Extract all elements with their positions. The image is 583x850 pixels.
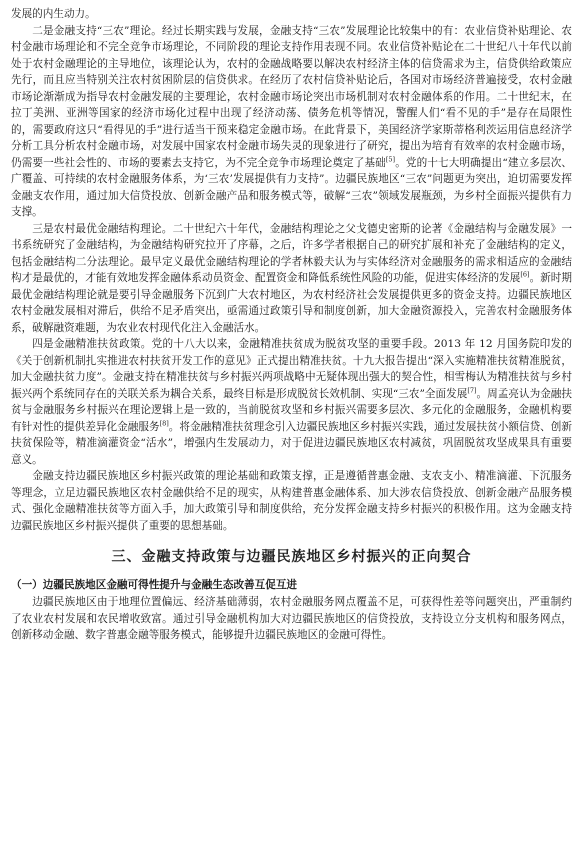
- paragraph-text: 。新时期最优金融结构理论就是要引导金融服务下沉到广大农村地区，为农村经济社会发展提供更多的资金支持。边疆民族地区农村金融发展相对滞后，供给不足矛盾突出，亟需通过政策引导和制度创新，加大金融资源投入，完善农村金融服务体系，破解融资难题，为农业农村现代化注入金融活水。: [11, 272, 573, 334]
- citation-ref: [7]: [467, 385, 477, 394]
- section-heading: 三、金融支持政策与边疆民族地区乡村振兴的正向契合: [111, 549, 472, 565]
- paragraph-financial-structure-theory: [11, 221, 572, 337]
- paragraph-sannong-theory: [11, 23, 572, 221]
- paragraph-text: 。将金融精准扶贫理念引入边疆民族地区乡村振兴实践，通过发展扶贫小额信贷、创新扶贫保险等，精准滴灌资金“活水”，增强内生发展动力，对于促进边疆民族地区农村减贫，巩固脱贫攻坚成果具有重要意义。: [11, 420, 573, 466]
- subsection-heading: （一）边疆民族地区金融可得性提升与金融生态改善互促互进: [11, 579, 298, 591]
- paragraph-text: 。周孟亮认为金融扶贫与金融服务乡村振兴在理论逻辑上是一致的，当前脱贫攻坚和乡村振兴需要多层次、多元化的金融服务，金融机构要有针对性的提供差异化金融服务: [11, 387, 573, 433]
- paragraph-continuation: 发展的内生动力。: [11, 8, 96, 20]
- paragraph-summary: 金融支持边疆民族地区乡村振兴政策的理论基础和政策支撑，正是遵循普惠金融、支农支小、精准滴灌、下沉服务等理念，立足边疆民族地区农村金融供给不足的现实，从构建普惠金融体系、加大涉农信贷投放、创新金融产品服务模式、强化金融精准扶贫等方面入手，加大政策引导和制度供给，充分发挥金融支持乡村振兴的积极作用。这为金融支持边疆民族地区乡村振兴提供了重要的思想基础。: [11, 470, 572, 532]
- paragraph-text: 二是金融支持“三农”理论。经过长期实践与发展，金融支持“三农”发展理论比较集中的有：农业信贷补贴理论、农村金融市场理论和不完全竞争市场理论，不同阶段的理论支持作用表现不同。农业信贷补贴论在二十世纪八十年代以前处于农村金融理论的主导地位，该理论认为，农村的金融战略要以解决农村经济主体的信贷需求为主，信贷供给政策应先行，而且应当特别关注农村贫困阶层的信贷供求。在经历了农村信贷补贴论后，各国对市场经济普遍接受，农村金融市场论渐渐成为指导农村金融发展的主要理论，农村金融市场论突出市场机制对农村金融体系的作用。二十世纪末，在拉丁美洲、亚洲等国家的经济市场化过程中出现了经济动荡、债务危机等情况，警醒人们“看不见的手”是存在局限性的，需要政府这只“看得见的手”进行适当干预来稳定金融市场。在此背景下，美国经济学家斯蒂格利茨运用信息经济学分析工具分析农村金融市场，对发展中国家农村金融市场失灵的现象进行了研究，提出为培育有效率的农村金融市场，仍需要一些社会性的、市场的要素去支持它，为不完全竞争市场理论奠定了基础: [11, 24, 572, 169]
- paragraph-text: 。党的十七大明确提出“建立多层次、广覆盖、可持续的农村金融服务体系，为‘三农’发展提供有力支持”。边疆民族地区“三农”问题更为突出，迫切需要发挥金融支农作用，通过加大信贷投放、创新金融产品和服务模式等，破解“三农”领域发展瓶颈，为乡村全面振兴提供有力支撑。: [11, 156, 572, 218]
- paragraph-text: 三是农村最优金融结构理论。二十世纪六十年代，金融结构理论之父戈德史密斯的论著《金融结构与金融发展》一书系统研究了金融结构，为金融结构研究拉开了序幕，之后，许多学者根据自己的研究扩展和补充了金融结构的定义，包括金融结构二分法理论。最早定义最优金融结构理论的学者林毅夫认为与实体经济对金融服务的需求相适应的金融结构才是最优的，才能有效地发挥金融体系动员资金、配置资金和降低系统性风险的功能，促进实体经济的发展: [11, 222, 572, 284]
- citation-ref: [8]: [159, 418, 169, 427]
- paragraph-financial-accessibility: 边疆民族地区由于地理位置偏远、经济基础薄弱，农村金融服务网点覆盖不足，可获得性差等问题突出，严重制约了农业农村发展和农民增收致富。通过引导金融机构加大对边疆民族地区的信贷投放，支持设立分支机构和服务网点，创新移动金融、数字普惠金融等服务模式，能够提升边疆民族地区的金融可得性。: [11, 596, 572, 641]
- paragraph-precision-poverty-policy: [11, 336, 572, 468]
- paragraph-text: 四是金融精准扶贫政策。党的十八大以来，金融精准扶贫成为脱贫攻坚的重要手段。2013 年 12 月国务院印发的《关于创新机制扎实推进农村扶贫开发工作的意见》正式提出精准扶贫。十九大报告提出“深入实施精准扶贫精准脱贫，加大金融扶贫力度”。金融支持在精准扶贫与乡村振兴两项战略中无疑体现出强大的契合性，相雪梅认为精准扶贫与乡村振兴两个系统同存在的关联关系为耦合关系，最终目标是形成脱贫长效机制、实现“三农”全面发展: [11, 338, 572, 400]
- citation-ref: [6]: [520, 270, 530, 279]
- citation-ref: [5]: [385, 154, 396, 163]
